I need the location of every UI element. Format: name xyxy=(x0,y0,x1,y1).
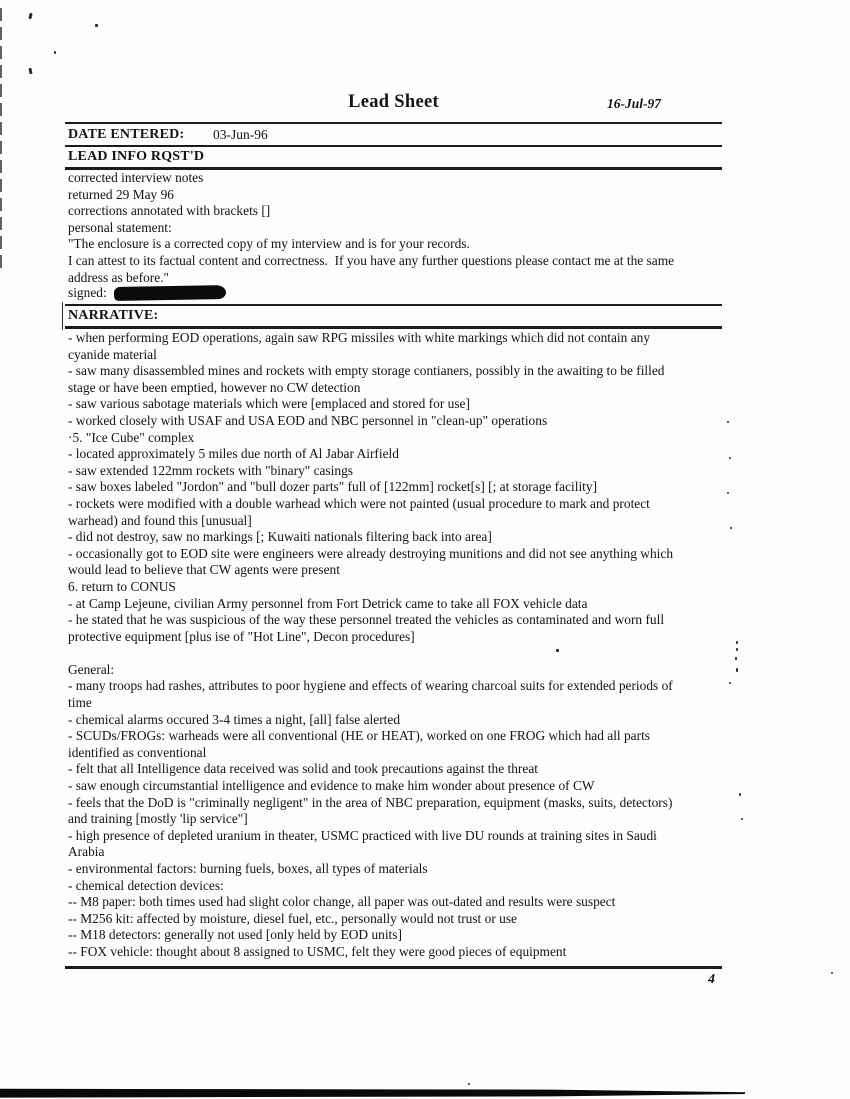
horizontal-rule xyxy=(65,326,722,329)
narrative-line: would lead to believe that CW agents were present xyxy=(68,562,340,578)
narrative-line: - when performing EOD operations, again saw RPG missiles with white markings which did not contain any xyxy=(68,330,651,345)
narrative-line: and training [mostly 'lip service"] xyxy=(68,811,248,827)
lead-info-label: LEAD INFO RQST'D xyxy=(68,149,205,164)
scan-speckle xyxy=(729,457,731,459)
narrative-line: -- M8 paper: both times used had slight color change, all paper was out-dated and results were suspect xyxy=(68,894,616,910)
narrative-line: -- M18 detectors: generally not used [only held by EOD units] xyxy=(68,927,402,943)
scan-speckle xyxy=(729,682,731,684)
scan-speckle xyxy=(28,13,32,20)
horizontal-rule xyxy=(65,145,722,147)
scan-speckle xyxy=(730,527,732,529)
lead-info-line: corrected interview notes xyxy=(68,170,204,185)
scan-speckle xyxy=(735,657,737,660)
narrative-line: - felt that all Intelligence data received was solid and took precautions against the threat xyxy=(68,761,538,777)
narrative-line: - saw various sabotage materials which were [emplaced and stored for use] xyxy=(68,396,470,412)
scan-speckle xyxy=(95,24,98,27)
scan-speckle xyxy=(556,649,559,652)
date-entered-row xyxy=(68,127,268,143)
narrative-line: - environmental factors: burning fuels, boxes, all types of materials xyxy=(68,861,428,876)
narrative-line xyxy=(68,645,723,662)
document-date: 16-Jul-97 xyxy=(607,96,661,111)
scan-speckle xyxy=(28,68,32,74)
narrative-line: - did not destroy, saw no markings [; Kuwaiti nationals filtering back into area] xyxy=(68,529,492,545)
narrative-line: time xyxy=(68,695,92,711)
date-entered-value: 03-Jun-96 xyxy=(213,127,268,142)
narrative-line: ·5. "Ice Cube" complex xyxy=(68,429,195,445)
lead-info-line: "The enclosure is a corrected copy of my interview and is for your records. xyxy=(68,236,470,252)
narrative-line: - saw extended 122mm rockets with "binary" casings xyxy=(68,462,354,478)
narrative-line: stage or have been emptied, however no CW detection xyxy=(68,379,361,395)
redacted-signature xyxy=(114,285,226,301)
narrative-line: - SCUDs/FROGs: warheads were all conventional (HE or HEAT), worked on one FROG which had all parts xyxy=(68,728,651,744)
lead-info-body xyxy=(68,170,723,286)
narrative-line: - occasionally got to EOD site were engineers were already destroying munitions and did not see anything which xyxy=(68,545,674,561)
narrative-line: General: xyxy=(68,661,115,677)
narrative-line: - high presence of depleted uranium in theater, USMC practiced with live DU rounds at training sites in Saudi xyxy=(68,827,657,843)
narrative-line: - chemical alarms occured 3-4 times a night, [all] false alerted xyxy=(68,711,401,727)
scan-bottom-bar-artifact xyxy=(0,1088,745,1098)
scan-speckle xyxy=(736,641,738,644)
lead-info-line: address as before." xyxy=(68,269,170,285)
narrative-line: - rockets were modified with a double warhead which were not painted (usual procedure to mark and protect xyxy=(68,495,650,511)
scan-speckle xyxy=(468,1083,470,1085)
horizontal-rule xyxy=(65,966,722,969)
narrative-line: cyanide material xyxy=(68,346,157,362)
lead-info-line: corrections annotated with brackets [] xyxy=(68,203,271,219)
scan-speckle xyxy=(736,668,738,672)
narrative-line: protective equipment [plus ise of "Hot Line", Decon procedures] xyxy=(68,628,415,644)
narrative-line: - saw many disassembled mines and rockets with empty storage contianers, possibly in the awaiting to be filled xyxy=(68,363,665,379)
scan-speckle xyxy=(727,492,729,494)
narrative-header xyxy=(68,308,158,324)
date-entered-label: DATE ENTERED: xyxy=(68,127,185,142)
lead-info-line: returned 29 May 96 xyxy=(68,186,174,202)
scan-speckle xyxy=(736,648,738,651)
narrative-line: 6. return to CONUS xyxy=(68,578,176,594)
lead-info-line: personal statement: xyxy=(68,219,172,235)
narrative-line: -- M256 kit: affected by moisture, diesel fuel, etc., personally would not trust or use xyxy=(68,910,517,926)
scan-speckle xyxy=(739,793,741,796)
narrative-label: NARRATIVE: xyxy=(68,308,159,323)
scan-speckle xyxy=(727,421,729,423)
scan-speckle xyxy=(54,51,56,54)
document-title: Lead Sheet xyxy=(348,92,439,112)
page-number: 4 xyxy=(708,972,715,987)
narrative-line: - located approximately 5 miles due north of Al Jabar Airfield xyxy=(68,446,399,462)
lead-info-line: I can attest to its factual content and correctness. If you have any further questions please contact me at the same xyxy=(68,252,675,268)
narrative-line: - saw boxes labeled "Jordon" and "bull dozer parts" full of [122mm] rocket[s] [; at storage facility] xyxy=(68,479,598,495)
narrative-line: - he stated that he was suspicious of the way these personnel treated the vehicles as contaminated and worn full xyxy=(68,612,665,628)
narrative-line: - worked closely with USAF and USA EOD and NBC personnel in "clean-up" operations xyxy=(68,412,548,428)
narrative-line: - feels that the DoD is "criminally negligent" in the area of NBC preparation, equipment (masks, suits, detectors) xyxy=(68,794,673,810)
narrative-line: Arabia xyxy=(68,844,105,860)
horizontal-rule xyxy=(65,304,722,306)
signed-row xyxy=(68,285,226,302)
narrative-line: -- FOX vehicle: thought about 8 assigned to USMC, felt they were good pieces of equipment xyxy=(68,943,567,959)
horizontal-rule xyxy=(65,122,722,124)
narrative-body xyxy=(68,330,723,961)
scan-speckle xyxy=(741,818,743,820)
signed-label: signed: xyxy=(68,285,107,300)
narrative-line: - many troops had rashes, attributes to poor hygiene and effects of wearing charcoal suits for extended periods of xyxy=(68,678,673,694)
narrative-line: - saw enough circumstantial intelligence and evidence to make him wonder about presence of CW xyxy=(68,778,595,794)
scan-speckle xyxy=(62,302,63,330)
narrative-line: - at Camp Lejeune, civilian Army personnel from Fort Detrick came to take all FOX vehicle data xyxy=(68,595,588,611)
narrative-line: warhead) and found this [unusual] xyxy=(68,512,252,528)
scan-edge-artifact xyxy=(0,8,2,270)
lead-info-header xyxy=(68,149,204,165)
narrative-line: identified as conventional xyxy=(68,744,207,760)
scan-speckle xyxy=(831,972,833,974)
narrative-line: - chemical detection devices: xyxy=(68,877,224,893)
